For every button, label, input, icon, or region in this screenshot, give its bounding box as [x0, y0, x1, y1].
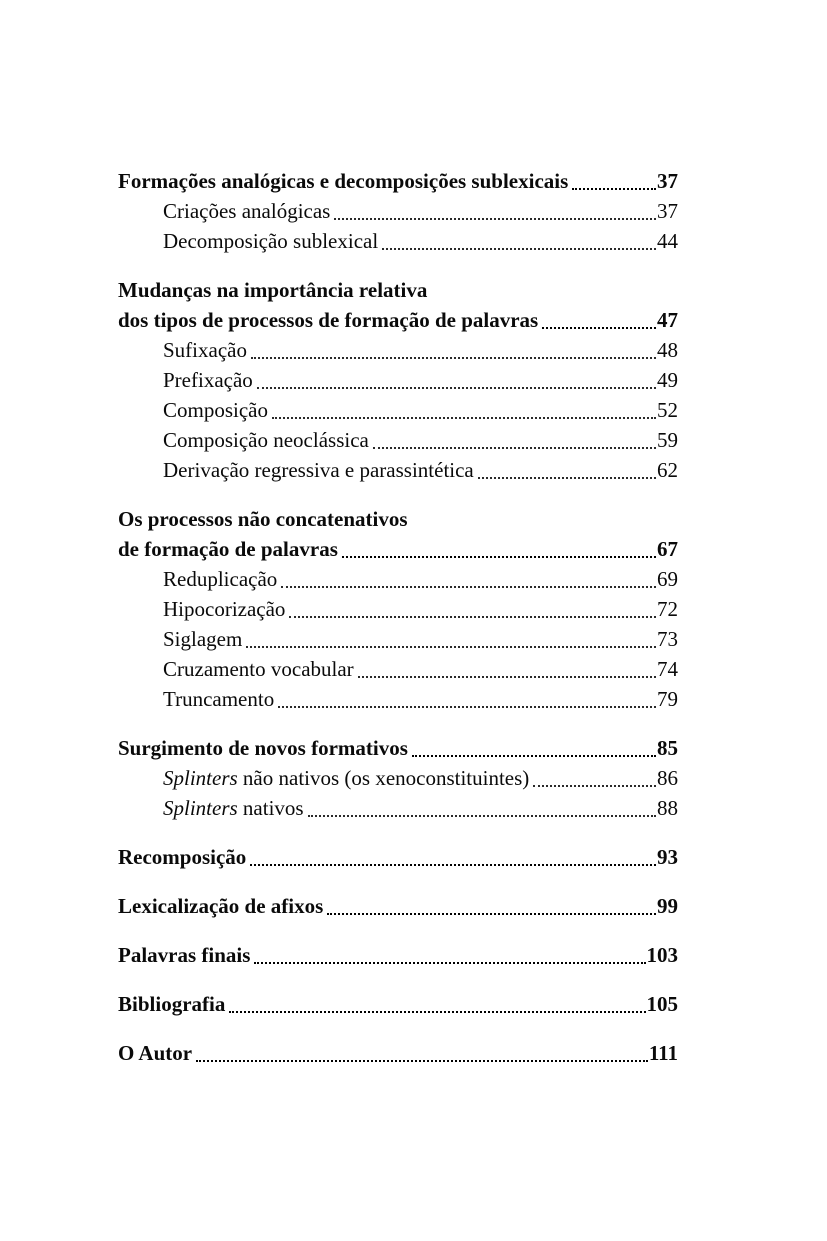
toc-entry-label: O Autor [118, 1041, 193, 1065]
dot-leader [382, 248, 656, 250]
toc-entry-label: Siglagem [163, 627, 243, 651]
dot-leader [572, 188, 656, 190]
toc-entry-label: Lexicalização de afixos [118, 894, 324, 918]
page-number: 103 [646, 943, 678, 967]
page-number: 59 [657, 428, 678, 452]
toc-section-novos-formativos [118, 733, 678, 823]
toc-section-recomposicao [118, 842, 678, 872]
page-number: 47 [657, 308, 678, 332]
toc-section-bibliografia [118, 989, 678, 1019]
page-number: 37 [657, 169, 678, 193]
toc-entry [118, 564, 678, 594]
dot-leader [308, 815, 656, 817]
dot-leader [533, 785, 656, 787]
toc-entry [118, 763, 678, 793]
toc-section-formacoes-analogicas [118, 166, 678, 256]
dot-leader [257, 387, 656, 389]
toc-entry-label: Derivação regressiva e parassintética [163, 458, 474, 482]
toc-entry-label-rest: não nativos (os xenoconstituintes) [237, 766, 530, 790]
page-number: 86 [657, 766, 678, 790]
toc-entry [118, 842, 678, 872]
page-number: 74 [657, 657, 678, 681]
page-number: 79 [657, 687, 678, 711]
dot-leader [272, 417, 656, 419]
toc-entry-label [163, 793, 304, 823]
toc-entry-label [163, 763, 529, 793]
toc-section-palavras-finais [118, 940, 678, 970]
dot-leader [373, 447, 656, 449]
toc-entry-label: Prefixação [163, 368, 253, 392]
dot-leader [250, 864, 656, 866]
toc-entry [118, 1038, 678, 1068]
page-number: 44 [657, 229, 678, 253]
toc-entry-label: Decomposição sublexical [163, 229, 379, 253]
toc-entry [118, 395, 678, 425]
toc-entry-label: Truncamento [163, 687, 275, 711]
dot-leader [251, 357, 656, 359]
page-number: 93 [657, 845, 678, 869]
toc-entry [118, 425, 678, 455]
page-number: 85 [657, 736, 678, 760]
toc-entry-label: Os processos não concatenativos [118, 507, 408, 531]
toc-entry-line2 [118, 534, 678, 564]
toc-entry-italic-term: Splinters [163, 766, 238, 790]
toc-entry [118, 989, 678, 1019]
toc-entry [118, 226, 678, 256]
dot-leader [254, 962, 645, 964]
toc-entry-line2 [118, 305, 678, 335]
toc-section-lexicalizacao [118, 891, 678, 921]
toc-section-processos-nao-concatenativos [118, 504, 678, 714]
toc-entry [118, 365, 678, 395]
dot-leader [542, 327, 656, 329]
dot-leader [289, 616, 656, 618]
toc-entry [118, 793, 678, 823]
toc-entry-label: Bibliografia [118, 992, 226, 1016]
page-number: 111 [648, 1041, 678, 1065]
toc-page [118, 166, 678, 1068]
toc-entry-label: de formação de palavras [118, 537, 338, 561]
toc-entry-line1 [118, 504, 678, 534]
toc-entry-label: Surgimento de novos formativos [118, 736, 408, 760]
toc-entry-label: Cruzamento vocabular [163, 657, 354, 681]
toc-entry-label: Recomposição [118, 845, 247, 869]
dot-leader [327, 913, 656, 915]
page-number: 48 [657, 338, 678, 362]
toc-entry-label: Mudanças na importância relativa [118, 278, 428, 302]
page-number: 49 [657, 368, 678, 392]
toc-entry-italic-term: Splinters [163, 796, 238, 820]
page-number: 69 [657, 567, 678, 591]
toc-entry-label: Hipocorização [163, 597, 286, 621]
page-number: 52 [657, 398, 678, 422]
toc-entry-label: Palavras finais [118, 943, 251, 967]
toc-entry [118, 733, 678, 763]
toc-entry [118, 335, 678, 365]
toc-entry-label-rest: nativos [237, 796, 304, 820]
page-number: 67 [657, 537, 678, 561]
page-number: 73 [657, 627, 678, 651]
page-number: 72 [657, 597, 678, 621]
toc-entry [118, 166, 678, 196]
toc-entry-label: Sufixação [163, 338, 247, 362]
toc-entry [118, 455, 678, 485]
dot-leader [281, 586, 656, 588]
toc-section-o-autor [118, 1038, 678, 1068]
toc-entry-label: Reduplicação [163, 567, 278, 591]
dot-leader [229, 1011, 645, 1013]
dot-leader [342, 556, 656, 558]
toc-entry-label: dos tipos de processos de formação de palavras [118, 308, 539, 332]
toc-entry-label: Composição [163, 398, 268, 422]
toc-entry [118, 654, 678, 684]
toc-entry [118, 594, 678, 624]
toc-entry [118, 196, 678, 226]
toc-entry-label: Criações analógicas [163, 199, 331, 223]
toc-section-mudancas [118, 275, 678, 485]
page-number: 105 [646, 992, 678, 1016]
toc-entry-label: Composição neoclássica [163, 428, 369, 452]
page-number: 37 [657, 199, 678, 223]
page-number: 88 [657, 796, 678, 820]
dot-leader [358, 676, 656, 678]
dot-leader [196, 1060, 648, 1062]
toc-entry [118, 624, 678, 654]
page-number: 99 [657, 894, 678, 918]
page-number: 62 [657, 458, 678, 482]
toc-entry [118, 684, 678, 714]
dot-leader [278, 706, 656, 708]
dot-leader [478, 477, 656, 479]
toc-entry-line1 [118, 275, 678, 305]
toc-entry [118, 940, 678, 970]
toc-entry [118, 891, 678, 921]
dot-leader [334, 218, 656, 220]
dot-leader [412, 755, 656, 757]
dot-leader [246, 646, 656, 648]
toc-entry-label: Formações analógicas e decomposições sublexicais [118, 169, 569, 193]
